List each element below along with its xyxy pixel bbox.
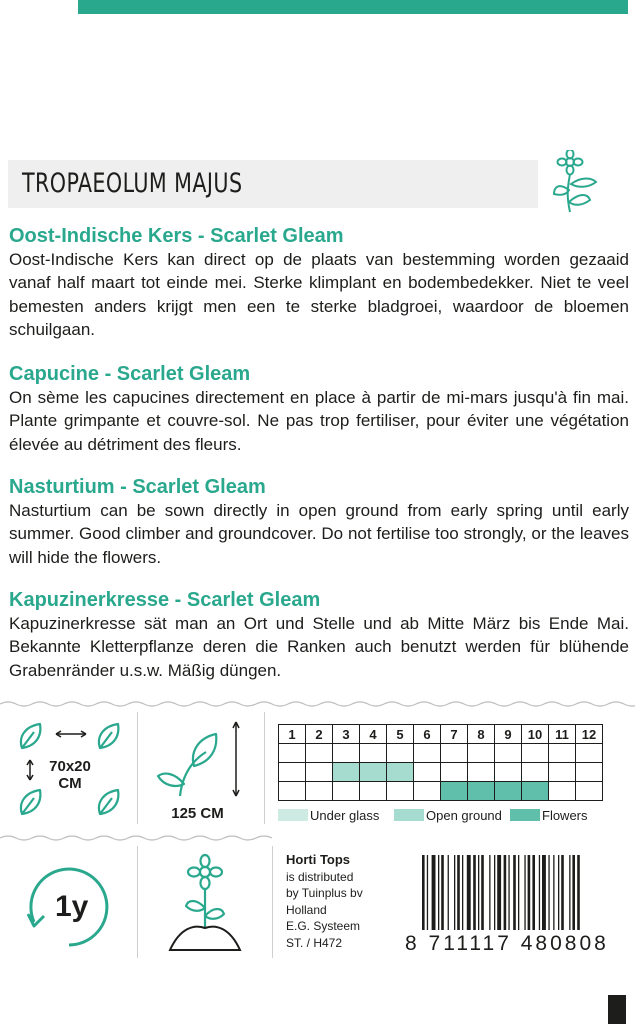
height-label: 125 CM (171, 805, 224, 822)
legend-swatch (394, 809, 424, 821)
month-cell: 4 (360, 725, 387, 744)
barcode-bar (422, 855, 425, 930)
sowing-calendar (278, 724, 603, 801)
month-cell: 12 (576, 725, 603, 744)
month-cell: 6 (414, 725, 441, 744)
barcode-bar (558, 855, 559, 930)
barcode-bar (572, 855, 575, 930)
barcode-bar (497, 855, 501, 930)
month-cell: 2 (306, 725, 333, 744)
annual-label: 1y (55, 890, 89, 923)
barcode-bar (532, 855, 535, 930)
flower-logo-icon (548, 150, 608, 216)
legend-label: Flowers (542, 808, 588, 823)
distributor-line: Holland (286, 902, 327, 917)
calendar-row-flowers (279, 782, 603, 801)
month-cell: 9 (495, 725, 522, 744)
vertical-divider (272, 846, 273, 958)
barcode-bar (427, 855, 428, 930)
spacing-value: 70x20 (49, 758, 91, 775)
barcode-bar (478, 855, 479, 930)
barcode-bar (569, 855, 570, 930)
distributor-line: ST. / H472 (286, 935, 343, 950)
calendar-row-open-ground (279, 763, 603, 782)
calendar-month-row (279, 725, 603, 744)
barcode-bar (441, 855, 444, 930)
barcode-bar (494, 855, 495, 930)
wavy-divider-top (0, 700, 635, 708)
barcode-bar (513, 855, 516, 930)
latin-name: TROPAEOLUM MAJUS (22, 168, 243, 199)
section-text: Kapuzinerkresse sät man an Ort und Stelle und ab Mitte März bis Ende Mai. Bekannte Kletterpflanze deren die Ranken auch benutzt werden für blühende Grabenränder u.s.w. Mäßig düngen. (9, 614, 629, 680)
barcode-bar (504, 855, 507, 930)
legend-swatch (278, 809, 308, 821)
barcode-bar (553, 855, 554, 930)
section-title: Oost-Indische Kers - Scarlet Gleam (9, 225, 344, 247)
section-text: Oost-Indische Kers kan direct op de plaats van bestemming worden gezaaid vanaf half maart tot einde mei. Sterke klimplant en bodembedekker. Niet te veel bemesten anders krijgt men een te sterke bladgroei, waardoor de bloemen schuilgaan. (9, 250, 629, 340)
legend-label: Open ground (426, 808, 502, 823)
barcode-bar (548, 855, 549, 930)
spacing-label (35, 758, 105, 792)
barcode-bar (539, 855, 540, 930)
section-title: Kapuzinerkresse - Scarlet Gleam (9, 589, 321, 611)
barcode-bar (489, 855, 490, 930)
barcode-bar (467, 855, 471, 930)
barcode-bar (577, 855, 580, 930)
barcode-bar (448, 855, 449, 930)
plant-height-icon (150, 718, 250, 798)
calendar-row-under-glass (279, 744, 603, 763)
barcode-bar (561, 855, 564, 930)
barcode-number: 8 711117 480808 (405, 932, 609, 955)
barcode-bar (508, 855, 509, 930)
barcode-bar (457, 855, 460, 930)
section-title: Nasturtium - Scarlet Gleam (9, 476, 266, 498)
legend-swatch (510, 809, 540, 821)
barcode-bar (432, 855, 436, 930)
section-german (9, 588, 629, 682)
barcode-bar (438, 855, 439, 930)
vertical-divider (137, 712, 138, 824)
barcode-bar (481, 855, 484, 930)
barcode-bar (542, 855, 546, 930)
seedling-mound-icon (150, 850, 260, 960)
barcode-bar (462, 855, 463, 930)
vertical-divider (264, 712, 265, 824)
spacing-unit: CM (58, 775, 82, 792)
month-cell: 1 (279, 725, 306, 744)
brand-name: Horti Tops (286, 852, 351, 867)
barcode-bar (454, 855, 455, 930)
section-text: On sème les capucines directement en place à partir de mi-mars jusqu'à fin mai. Plante grimpante et couvre-sol. Ne pas trop fertiliser, pour éviter une végétation élevée au détriment des fleurs. (9, 388, 629, 454)
month-cell: 3 (333, 725, 360, 744)
section-text: Nasturtium can be sown directly in open ground from early spring until early summer. Good climber and groundcover. Do not fertilise too strongly, or the leaves will hide the flowers. (9, 501, 629, 567)
month-cell: 7 (441, 725, 468, 744)
section-dutch (9, 224, 629, 342)
barcode-icon (420, 855, 632, 930)
top-accent-bar (78, 0, 628, 14)
section-title: Capucine - Scarlet Gleam (9, 363, 251, 385)
section-english (9, 475, 629, 569)
distributor-line: is distributed (286, 869, 354, 884)
barcode-bar (524, 855, 525, 930)
barcode-bar (473, 855, 476, 930)
legend-label: Under glass (310, 808, 380, 823)
vertical-divider (137, 846, 138, 958)
distributor-line: E.G. Systeem (286, 919, 361, 933)
barcode-bar (528, 855, 531, 930)
distributor-info (286, 852, 363, 951)
month-cell: 10 (522, 725, 549, 744)
month-cell: 8 (468, 725, 495, 744)
wavy-divider-bottom (0, 834, 635, 842)
month-cell: 5 (387, 725, 414, 744)
barcode-bar (518, 855, 519, 930)
distributor-line: by Tuinplus bv (286, 886, 363, 900)
section-french (9, 362, 629, 456)
month-cell: 11 (549, 725, 576, 744)
print-mark (608, 995, 626, 1024)
